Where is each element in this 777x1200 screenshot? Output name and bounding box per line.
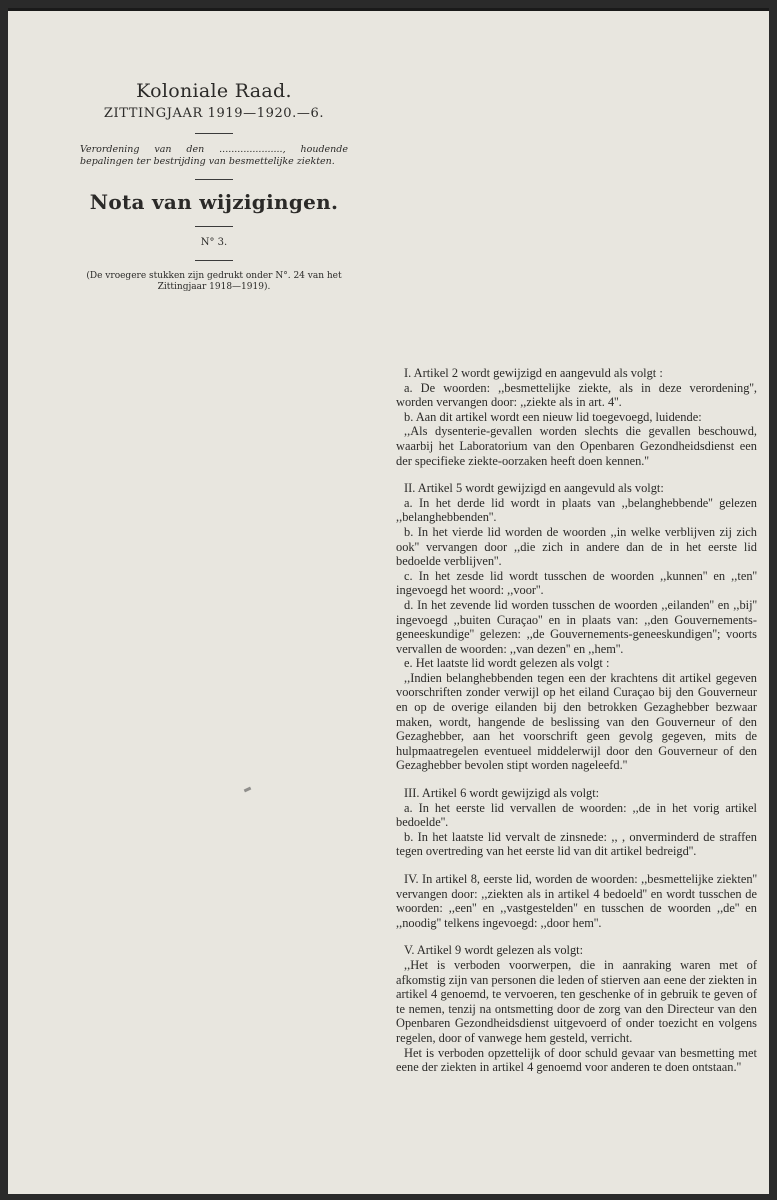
- paragraph: e. Het laatste lid wordt gelezen als volgt :: [404, 656, 610, 671]
- paragraph: c. In het zesde lid wordt tusschen de woorden ,,kunnen'' en ,,ten'' ingevoegd het woord: ,,voor''.: [396, 568, 757, 598]
- top-edge: [8, 8, 769, 11]
- paragraph: b. In het laatste lid vervalt de zinsnede: ,, , onverminderd de straffen tegen overtreding van het eerste lid van dit artikel bedreigd''.: [396, 829, 757, 859]
- paragraph: II. Artikel 5 wordt gewijzigd en aangevuld als volgt:: [404, 481, 664, 496]
- paragraph: Het is verboden opzettelijk of door schuld gevaar van besmetting met eene der ziekten in artikel 4 genoemd voor anderen te doen ontstaan.'': [396, 1045, 757, 1075]
- ordinance-description: Verordening van den ....................., houdende bepalingen ter bestrijding van besmettelijke ziekten.: [80, 144, 348, 167]
- reference-note: (De vroegere stukken zijn gedrukt onder N°. 24 van het Zittingjaar 1918—1919).: [86, 271, 342, 293]
- paragraph: a. In het derde lid wordt in plaats van ,,belanghebbende'' gelezen ,,belanghebbenden''.: [396, 495, 757, 525]
- divider: [195, 133, 233, 134]
- divider: [195, 260, 233, 261]
- session-year: ZITTINGJAAR 1919—1920.—6.: [103, 106, 325, 121]
- paragraph: a. De woorden: ,,besmettelijke ziekte, als in deze verordening'', worden vervangen door: ,,ziekte als in art. 4''.: [396, 380, 757, 410]
- divider: [195, 226, 233, 227]
- amendment-section-3: [396, 786, 757, 859]
- paragraph: V. Artikel 9 wordt gelezen als volgt:: [404, 943, 584, 958]
- paragraph: IV. In artikel 8, eerste lid, worden de woorden: ,,besmettelijke ziekten'' vervangen door: ,,ziekten als in artikel 4 bedoeld'' en wordt tusschen de woorden: ,,een'' en ,,vastgestelden'' en tusschen de woorden ,,de'' en ,,noodig'' telkens ingevoegd: ,,door hem''.: [396, 872, 757, 930]
- document-heading: Nota van wijzigingen.: [89, 190, 339, 215]
- paragraph: b. Aan dit artikel wordt een nieuw lid toegevoegd, luidende:: [404, 409, 702, 424]
- paragraph: III. Artikel 6 wordt gewijzigd als volgt:: [404, 786, 600, 801]
- paragraph: ,,Indien belanghebbenden tegen een der krachtens dit artikel gegeven voorschriften zonder verwijl op het eiland Curaçao bij den Gouverneur en op de overige eilanden bij den betrokken Gezaghebber bezwaar maken, wordt, hangende de beslissing van den Gouverneur of den Gezaghebber, aan het voorschrift geen gevolg gegeven, mits de hulpmaatregelen eventueel middelerwijl door den Gouverneur of den Gezaghebber bevolen stipt worden nageleefd.'': [396, 670, 757, 773]
- document-number: N° 3.: [200, 237, 228, 249]
- paragraph: I. Artikel 2 wordt gewijzigd en aangevuld als volgt :: [404, 366, 663, 380]
- header-block: [80, 80, 348, 293]
- paragraph: ,,Het is verboden voorwerpen, die in aanraking waren met of afkomstig zijn van personen die leden of stierven aan eene der ziekten in artikel 4 genoemd, te vervoeren, ten geschenke of in gebruik te geven of te nemen, tenzij na ontsmetting door de zorg van den Directeur van den Openbaren Gezondheidsdienst uitgevoerd of onder toezicht en volgens regelen, door of vanwege hem gesteld, verricht.: [396, 957, 757, 1045]
- document-page: [8, 8, 769, 1194]
- paragraph: b. In het vierde lid worden de woorden ,,in welke verblijven zij zich ook'' vervangen door ,,die zich in andere dan de in het eerste lid bedoelde verblijven''.: [396, 524, 757, 569]
- amendment-section-1: [396, 366, 757, 468]
- amendments-body: [396, 366, 757, 1088]
- amendment-section-2: [396, 481, 757, 773]
- paragraph: d. In het zevende lid worden tusschen de woorden ,,eilanden'' en ,,bij'' ingevoegd ,,buiten Curaçao'' en in plaats van: ,,den Gouvernements-geneeskundige'' gelezen: ,,de Gouvernements-geneeskundigen''; voorts vervallen de woorden: ,,van dezen'' en ,,hem''.: [396, 597, 757, 656]
- amendment-section-5: [396, 943, 757, 1074]
- amendment-section-4: [396, 872, 757, 930]
- council-title: Koloniale Raad.: [136, 80, 292, 102]
- ink-mark: [244, 787, 252, 793]
- divider: [195, 179, 233, 180]
- paragraph: a. In het eerste lid vervallen de woorden: ,,de in het vorig artikel bedoelde''.: [396, 800, 757, 830]
- paragraph: ,,Als dysenterie-gevallen worden slechts die gevallen beschouwd, waarbij het Laboratorium van den Openbaren Gezondheidsdienst een der specifieke ziekte-oorzaken heeft doen kennen.'': [396, 424, 757, 468]
